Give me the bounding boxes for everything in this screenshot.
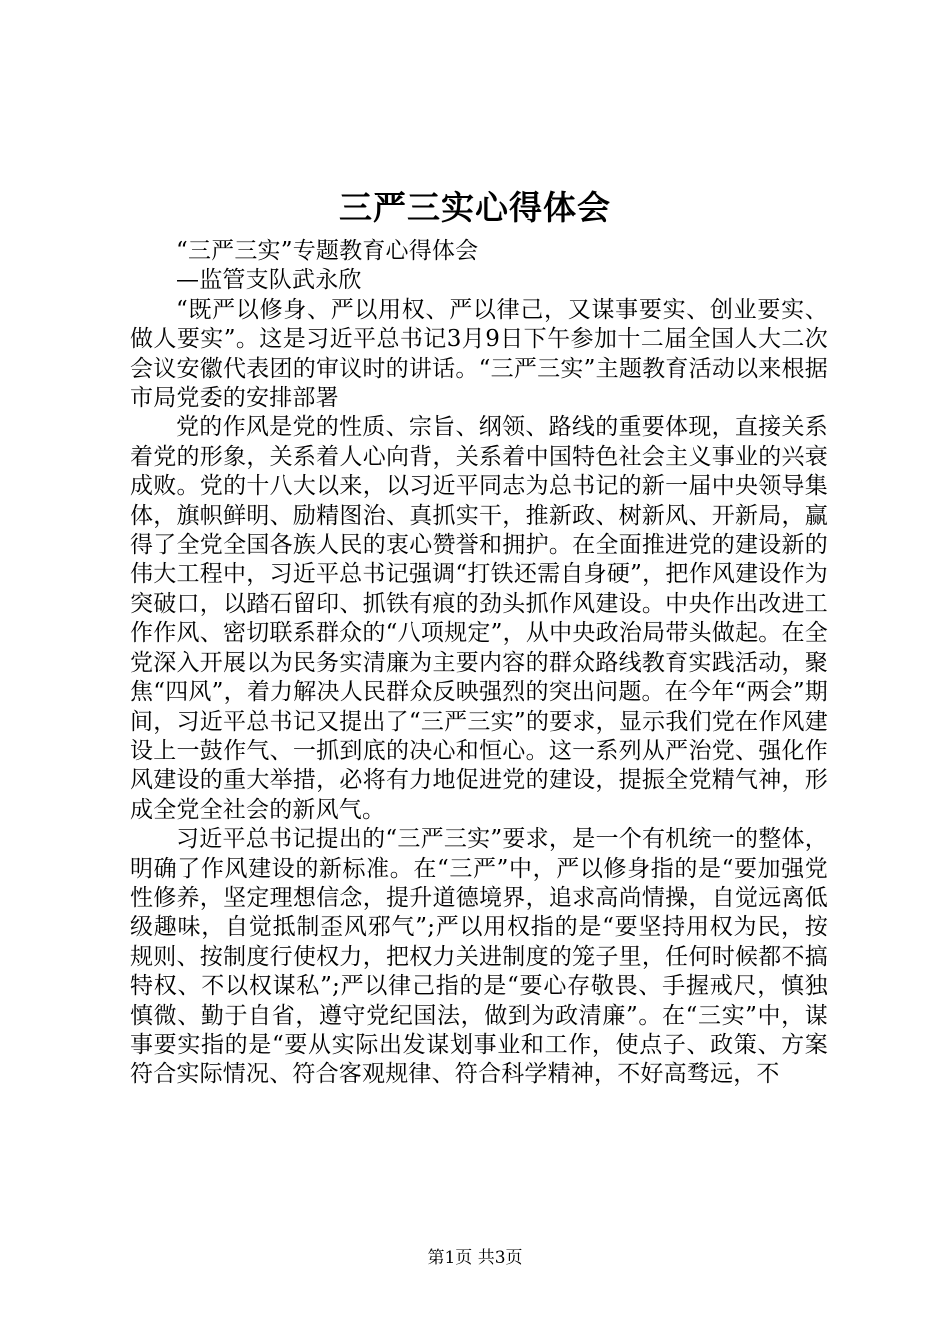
author-line: —监管支队武永欣 <box>176 267 362 294</box>
subtitle-paragraph: “三严三实”专题教育心得体会 <box>176 238 479 264</box>
body-paragraph: “既严以修身、严以用权、严以律己，又谋事要实、创业要实、做人要实”。这是习近平总书记3月9日下午参加十二届全国人大二次会议安徽代表团的审议时的讲话。“三严三实”主题教育活动以来根据市局党委的安排部署 <box>130 296 828 412</box>
body-paragraph: 党的作风是党的性质、宗旨、纲领、路线的重要体现，直接关系着党的形象，关系着人心向背，关系着中国特色社会主义事业的兴衰成败。党的十八大以来，以习近平同志为总书记的新一届中央领导集体，旗帜鲜明、励精图治、真抓实干，推新政、树新风、开新局，赢得了全党全国各族人民的衷心赞誉和拥护。在全面推进党的建设新的伟大工程中，习近平总书记强调“打铁还需自身硬”，把作风建设作为突破口，以踏石留印、抓铁有痕的劲头抓作风建设。中央作出改进工作作风、密切联系群众的“八项规定”，从中央政治局带头做起。在全党深入开展以为民务实清廉为主要内容的群众路线教育实践活动，聚焦“四风”，着力解决人民群众反映强烈的突出问题。在今年“两会”期间，习近平总书记又提出了“三严三实”的要求，显示我们党在作风建设上一鼓作气、一抓到底的决心和恒心。这一系列从严治党、强化作风建设的重大举措，必将有力地促进党的建设，提振全党精气神，形成全党全社会的新风气。 <box>130 414 828 823</box>
document-body <box>130 237 828 1090</box>
document-title: 三严三实心得体会 <box>339 188 611 227</box>
body-paragraph: 习近平总书记提出的“三严三实”要求，是一个有机统一的整体，明确了作风建设的新标准。在“三严”中，严以修身指的是“要加强党性修养，坚定理想信念，提升道德境界，追求高尚情操，自觉远离低级趣味，自觉抵制歪风邪气”;严以用权指的是“要坚持用权为民，按规则、按制度行使权力，把权力关进制度的笼子里，任何时候都不搞特权、不以权谋私”;严以律己指的是“要心存敬畏、手握戒尺，慎独慎微、勤于自省，遵守党纪国法，做到为政清廉”。在“三实”中，谋事要实指的是“要从实际出发谋划事业和工作，使点子、政策、方案符合实际情况、符合客观规律、符合科学精神，不好高骛远，不 <box>130 826 828 1088</box>
page-number-footer: 第1页 共3页 <box>427 1248 523 1268</box>
